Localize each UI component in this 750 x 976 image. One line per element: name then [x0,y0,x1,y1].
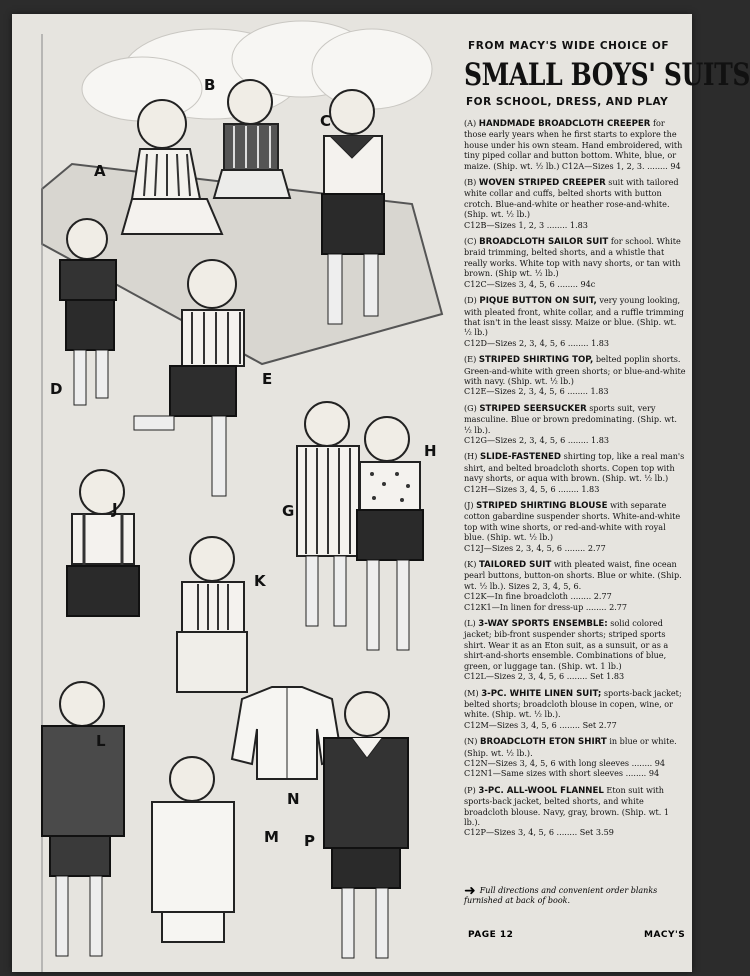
item-title: STRIPED SEERSUCKER [479,403,587,414]
item-code-line: C12N—Sizes 3, 4, 5, 6 with long sleeves ........ 94 [464,757,666,768]
item-title: WOVEN STRIPED CREEPER [478,178,606,189]
item-code: C12D—Sizes 2, 3, 4, 5, 6 [464,337,566,348]
item-title: TAILORED SUIT [478,560,552,571]
item-title: BROADCLOTH ETON SHIRT [479,737,607,748]
item-letter: (N) [464,736,478,747]
figure-letter-c: C [320,112,332,130]
item-letter: (M) [464,687,479,698]
item-body: shirting top, like a real man's shirt, and belted broadcloth shorts. Copen top with navy shorts, or aqua with brown. (Ship. wt. ½ lb.) [464,451,685,484]
item-letter: (B) [464,177,477,188]
illustration-panel [12,14,460,972]
item-code-line-2: C12N1—Same sizes with short sleeves ........ 94 [464,768,660,779]
item-letter: (L) [464,618,476,629]
figure-l [42,682,124,956]
item-code-line: C12L—Sizes 2, 3, 4, 5, 6 ........ Set 1.83 [464,671,625,682]
item-code: C12L—Sizes 2, 3, 4, 5, 6 [464,671,565,682]
item-price: 94c [580,278,596,289]
item-body: sports suit, very masculine. Blue or brown predominating. (Ship. wt. ½ lb.). [464,402,677,435]
catalog-item [464,403,686,446]
item-price: 94 [670,160,681,171]
figure-j [67,470,139,616]
item-body: with pleated waist, fine ocean pearl buttons, button-on shorts. Blue or white. (Ship. wt. ½ lb.). Sizes 2, 3, 4, 5, 6. [464,559,682,591]
item-body: solid colored jacket; bib-front suspender shorts; striped sports shirt. Wear it as an Eton suit, as a sunsuit, or as a shirt-and-shorts ensemble. Combinations of blue, green, or luggage tan. (Ship. wt. 1 lb.) [464,618,669,671]
item-title: HANDMADE BROADCLOTH CREEPER [478,119,651,129]
item-code-line: C12J—Sizes 2, 3, 4, 5, 6 ........ 2.77 [464,542,606,553]
figure-g [297,402,359,626]
item-price: 1.83 [590,386,609,397]
item-code: C12G—Sizes 2, 3, 4, 5, 6 [464,434,566,445]
figure-k [177,537,247,692]
item-letter: (C) [464,236,477,247]
item-letter: (G) [464,402,477,413]
item-price-2: 2.77 [609,601,628,612]
figure-letter-e: E [262,370,273,388]
item-body: for school. White braid trimming, belted shorts, and a whistle that really works. White top with navy shorts, or tan with brown. (Ship wt. ½ lb.) [464,236,681,279]
item-code: C12H—Sizes 3, 4, 5, 6 [464,483,556,494]
figure-letter-n: N [287,790,300,808]
item-code-2: C12N1—Same sizes with short sleeves [464,768,624,779]
item-code: C12N—Sizes 3, 4, 5, 6 with long sleeves [464,757,630,768]
item-letter: (E) [464,354,477,365]
item-letter: (P) [464,784,476,795]
item-code-line: C12P—Sizes 3, 4, 5, 6 ........ Set 3.59 [464,827,614,838]
item-code-line: C12D—Sizes 2, 3, 4, 5, 6 ........ 1.83 [464,337,610,348]
item-body: in blue or white. (Ship. wt. ½ lb.). [464,736,677,758]
item-code: C12P—Sizes 3, 4, 5, 6 [464,827,554,838]
item-code-line-2: C12K1—In linen for dress-up ........ 2.77 [464,601,628,612]
item-letter: (K) [464,559,477,570]
item-price: 94 [654,757,666,768]
item-title: 3-PC. ALL-WOOL FLANNEL [478,785,604,796]
figure-letter-j: J [112,500,118,518]
item-code-line: C12G—Sizes 2, 3, 4, 5, 6 ........ 1.83 [464,434,610,445]
catalog-item [464,236,686,289]
item-code: C12M—Sizes 3, 4, 5, 6 [464,719,557,730]
figure-letter-h: H [424,442,437,460]
item-body: belted poplin shorts. Green-and-white with green shorts; or blue-and-white with navy. (Ship. wt. ½ lb.) [464,354,686,386]
figure-m [152,757,234,942]
item-list [464,118,686,838]
footer-note [464,883,686,906]
item-price: 1.83 [591,434,610,445]
item-title: PIQUE BUTTON ON SUIT, [479,296,597,307]
figure-letter-a: A [94,162,106,180]
figure-letter-b: B [204,76,216,94]
catalog-item [464,688,686,731]
item-code-2: C12K1—In linen for dress-up [464,601,584,612]
item-letter: (H) [464,451,478,462]
catalog-page [12,14,750,972]
figure-letter-p: P [304,832,315,850]
catalog-item [464,785,686,838]
page-number: PAGE 12 [468,930,514,940]
item-title: SLIDE-FASTENED [479,452,562,463]
item-price-2: 94 [648,768,660,779]
catalog-item [464,177,686,230]
item-price: 2.77 [587,542,606,553]
item-price: 1.83 [569,219,588,230]
catalog-text-column [464,40,750,844]
item-price: 2.77 [593,591,612,602]
item-body: Eton suit with sports-back jacket, belted shorts, and white broadcloth blouse. Navy, gray, brown. (Ship. wt. 1 lb.). [464,784,670,827]
catalog-item [464,618,686,681]
catalog-item [464,500,686,553]
item-code-line: C12M—Sizes 3, 4, 5, 6 ........ Set 2.77 [464,719,617,730]
item-price: Set 2.77 [582,719,617,730]
item-code-line: C12B—Sizes 1, 2, 3 ........ 1.83 [464,219,588,230]
item-code-line: C12E—Sizes 2, 3, 4, 5, 6 ........ 1.83 [464,386,609,397]
item-body: suit with tailored white collar and cuffs, belted shorts with button crotch. Blue-and-white or heather rose-and-white. (Ship. wt. ½ lb.) [464,177,679,220]
arrow-right-icon: ➜ [464,883,476,899]
item-code: C12E—Sizes 2, 3, 4, 5, 6 [464,386,565,397]
boys-illustration [12,14,460,972]
catalog-item [464,354,686,397]
item-letter: (D) [464,295,477,306]
header-line-3: FOR SCHOOL, DRESS, AND PLAY [466,96,669,108]
item-title: 3-PC. WHITE LINEN SUIT; [481,688,602,699]
figure-letter-d: D [50,380,63,398]
figure-letter-k: K [254,572,266,590]
item-title: BROADCLOTH SAILOR SUIT [479,237,609,248]
item-price: 1.83 [581,483,600,494]
catalog-item [464,451,686,494]
item-code: C12B—Sizes 1, 2, 3 [464,219,545,230]
item-letter: (J) [464,500,474,510]
item-code-line: C12K—In fine broadcloth ........ 2.77 [464,591,612,602]
item-body: sports-back jacket; belted shorts; broadcloth blouse in copen, wine, or white. (Ship. wt. ½ lb.). [464,687,682,720]
page-title: SMALL BOYS' SUITS [464,56,750,93]
catalog-item [464,559,686,612]
item-price: 1.83 [591,337,610,348]
catalog-item: (A) HANDMADE BROADCLOTH CREEPER for those early years when he first starts to explore the house under his own steam. Hand embroidered, with tiny piped collar and button bottom. White, blue, or maize. (Ship. wt. ½ lb.) C12A—Sizes 1, 2, 3. ........ 94 [464,118,683,171]
item-code-line: C12C—Sizes 3, 4, 5, 6 ........ 94c [464,278,596,289]
item-code: C12J—Sizes 2, 3, 4, 5, 6 [464,542,563,553]
item-code-line: C12H—Sizes 3, 4, 5, 6 ........ 1.83 [464,483,600,494]
item-body: very young looking, with pleated front, white collar, and a ruffle trimming that isn't in the least sissy. Maize or blue. (Ship. wt. ½ lb.) [464,295,684,338]
figure-letter-m: M [264,828,279,846]
item-price: Set 3.59 [579,827,614,838]
item-body: with separate cotton gabardine suspender shorts. White-and-white top with wine shorts, or red-and-white with royal blue. (Ship. wt. ½ lb.) [464,500,681,543]
item-title: 3-WAY SPORTS ENSEMBLE: [478,619,608,630]
figure-letter-g: G [282,502,295,520]
item-code: C12C—Sizes 3, 4, 5, 6 [464,278,555,289]
figure-h [357,417,423,650]
item-title: STRIPED SHIRTING TOP, [478,355,594,366]
item-letter: (A) [464,118,477,128]
figure-letter-l: L [96,732,106,750]
item-body: for those early years when he first starts to explore the house under his own steam. Hand embroidered, with tiny piped collar and button bottom. White, blue, or maize. (Ship. wt. ½ lb.) C12A—Sizes 1, 2, 3. [464,118,683,171]
header-line-1: FROM MACY'S WIDE CHOICE OF [468,40,670,52]
brand-name: MACY'S [644,930,686,940]
catalog-item [464,736,686,779]
item-title: STRIPED SHIRTING BLOUSE [476,501,608,511]
item-code: C12K—In fine broadcloth [464,591,568,602]
footer-note-text: Full directions and convenient order blanks furnished at back of book. [464,886,658,905]
item-price: Set 1.83 [589,671,625,682]
catalog-item [464,295,686,348]
